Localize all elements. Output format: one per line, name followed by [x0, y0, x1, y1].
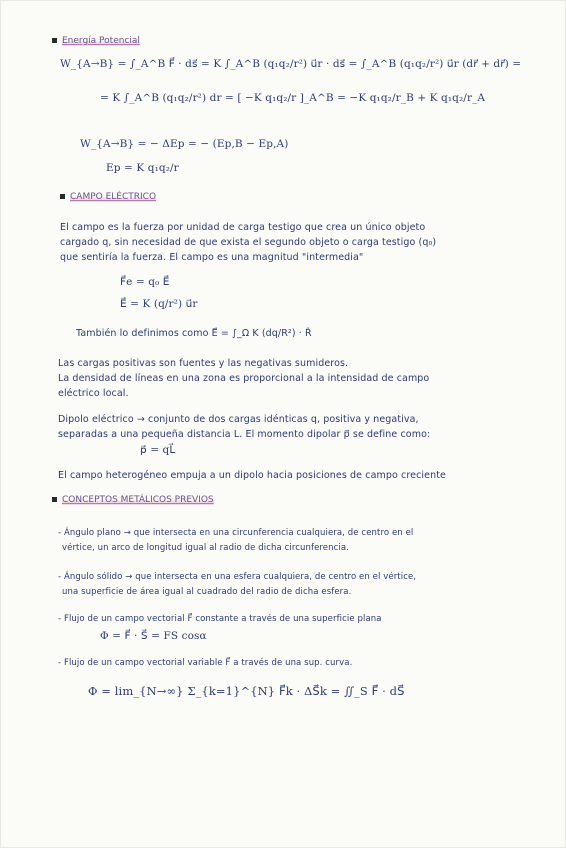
work-equation-2: = K ∫_A^B (q₁q₂/r²) dr = [ −K q₁q₂/r ]_A^B = −K q₁q₂/r_B + K q₁q₂/r_A	[100, 92, 486, 104]
flujo-constante-line: - Flujo de un campo vectorial F⃗ constante a través de una superficie plana	[58, 614, 382, 624]
angulo-plano-line: vértice, un arco de longitud igual al radio de dicha circunferencia.	[62, 543, 349, 553]
field-lines-line: La densidad de líneas en una zona es proporcional a la intensidad de campo	[58, 373, 430, 384]
work-equation-3: W_{A→B} = − ΔEp = − (Ep,B − Ep,A)	[80, 138, 289, 150]
dipole-moment-equation: p⃗ = qL⃗	[140, 444, 176, 456]
heading-bullet	[52, 497, 57, 502]
force-field-equation: F⃗e = q₀ E⃗	[120, 276, 170, 288]
field-equation: E⃗ = K (q/r²) u⃗r	[120, 298, 198, 310]
flujo-variable-line: - Flujo de un campo vectorial variable F⃗ a través de una sup. curva.	[58, 658, 353, 668]
heterogeneous-field-line: El campo heterogéneo empuja a un dipolo hacia posiciones de campo creciente	[58, 470, 446, 481]
campo-paragraph-line: El campo es la fuerza por unidad de carga testigo que crea un único objeto	[60, 222, 426, 233]
flujo-constante-equation: Φ = F⃗ · S⃗ = FS cosα	[100, 630, 207, 642]
dipole-line: Dipolo eléctrico → conjunto de dos cargas idénticas q, positiva y negativa,	[58, 414, 419, 425]
campo-heading: CAMPO ELÉCTRICO	[60, 192, 156, 202]
conceptos-heading: CONCEPTOS METÁLICOS PREVIOS	[52, 495, 214, 505]
campo-paragraph-line: que sentiría la fuerza. El campo es una magnitud "intermedia"	[60, 252, 364, 263]
potential-energy-equation: Ep = K q₁q₂/r	[106, 162, 179, 174]
angulo-solido-line: una superficie de área igual al cuadrado del radio de dicha esfera.	[62, 587, 352, 597]
dipole-line: separadas a una pequeña distancia L. El momento dipolar p⃗ se define como:	[58, 429, 431, 440]
energia-heading: Energía Potencial	[52, 36, 140, 46]
field-lines-line: Las cargas positivas son fuentes y las negativas sumideros.	[58, 358, 349, 369]
heading-bullet	[60, 194, 65, 199]
field-integral-definition: También lo definimos como E⃗ = ∫_Ω K (dq/R²) · R̂	[76, 328, 312, 339]
heading-bullet	[52, 38, 57, 43]
angulo-solido-line: - Ángulo sólido → que intersecta en una esfera cualquiera, de centro en el vértice,	[58, 572, 417, 582]
work-equation-1: W_{A→B} = ∫_A^B F⃗ · ds⃗ = K ∫_A^B (q₁q₂/r²) u⃗r · ds⃗ = ∫_A^B (q₁q₂/r²) u⃗r (dr⃗ + dr⃗) =	[60, 58, 522, 70]
flujo-variable-equation: Φ = lim_{N→∞} Σ_{k=1}^{N} F⃗k · ΔS⃗k = ∬_S F⃗ · dS⃗	[88, 684, 405, 698]
campo-paragraph-line: cargado q, sin necesidad de que exista el segundo objeto o carga testigo (q₀)	[60, 237, 437, 248]
angulo-plano-line: - Ángulo plano → que intersecta en una circunferencia cualquiera, de centro en el	[58, 528, 414, 538]
field-lines-line: eléctrico local.	[58, 388, 129, 399]
